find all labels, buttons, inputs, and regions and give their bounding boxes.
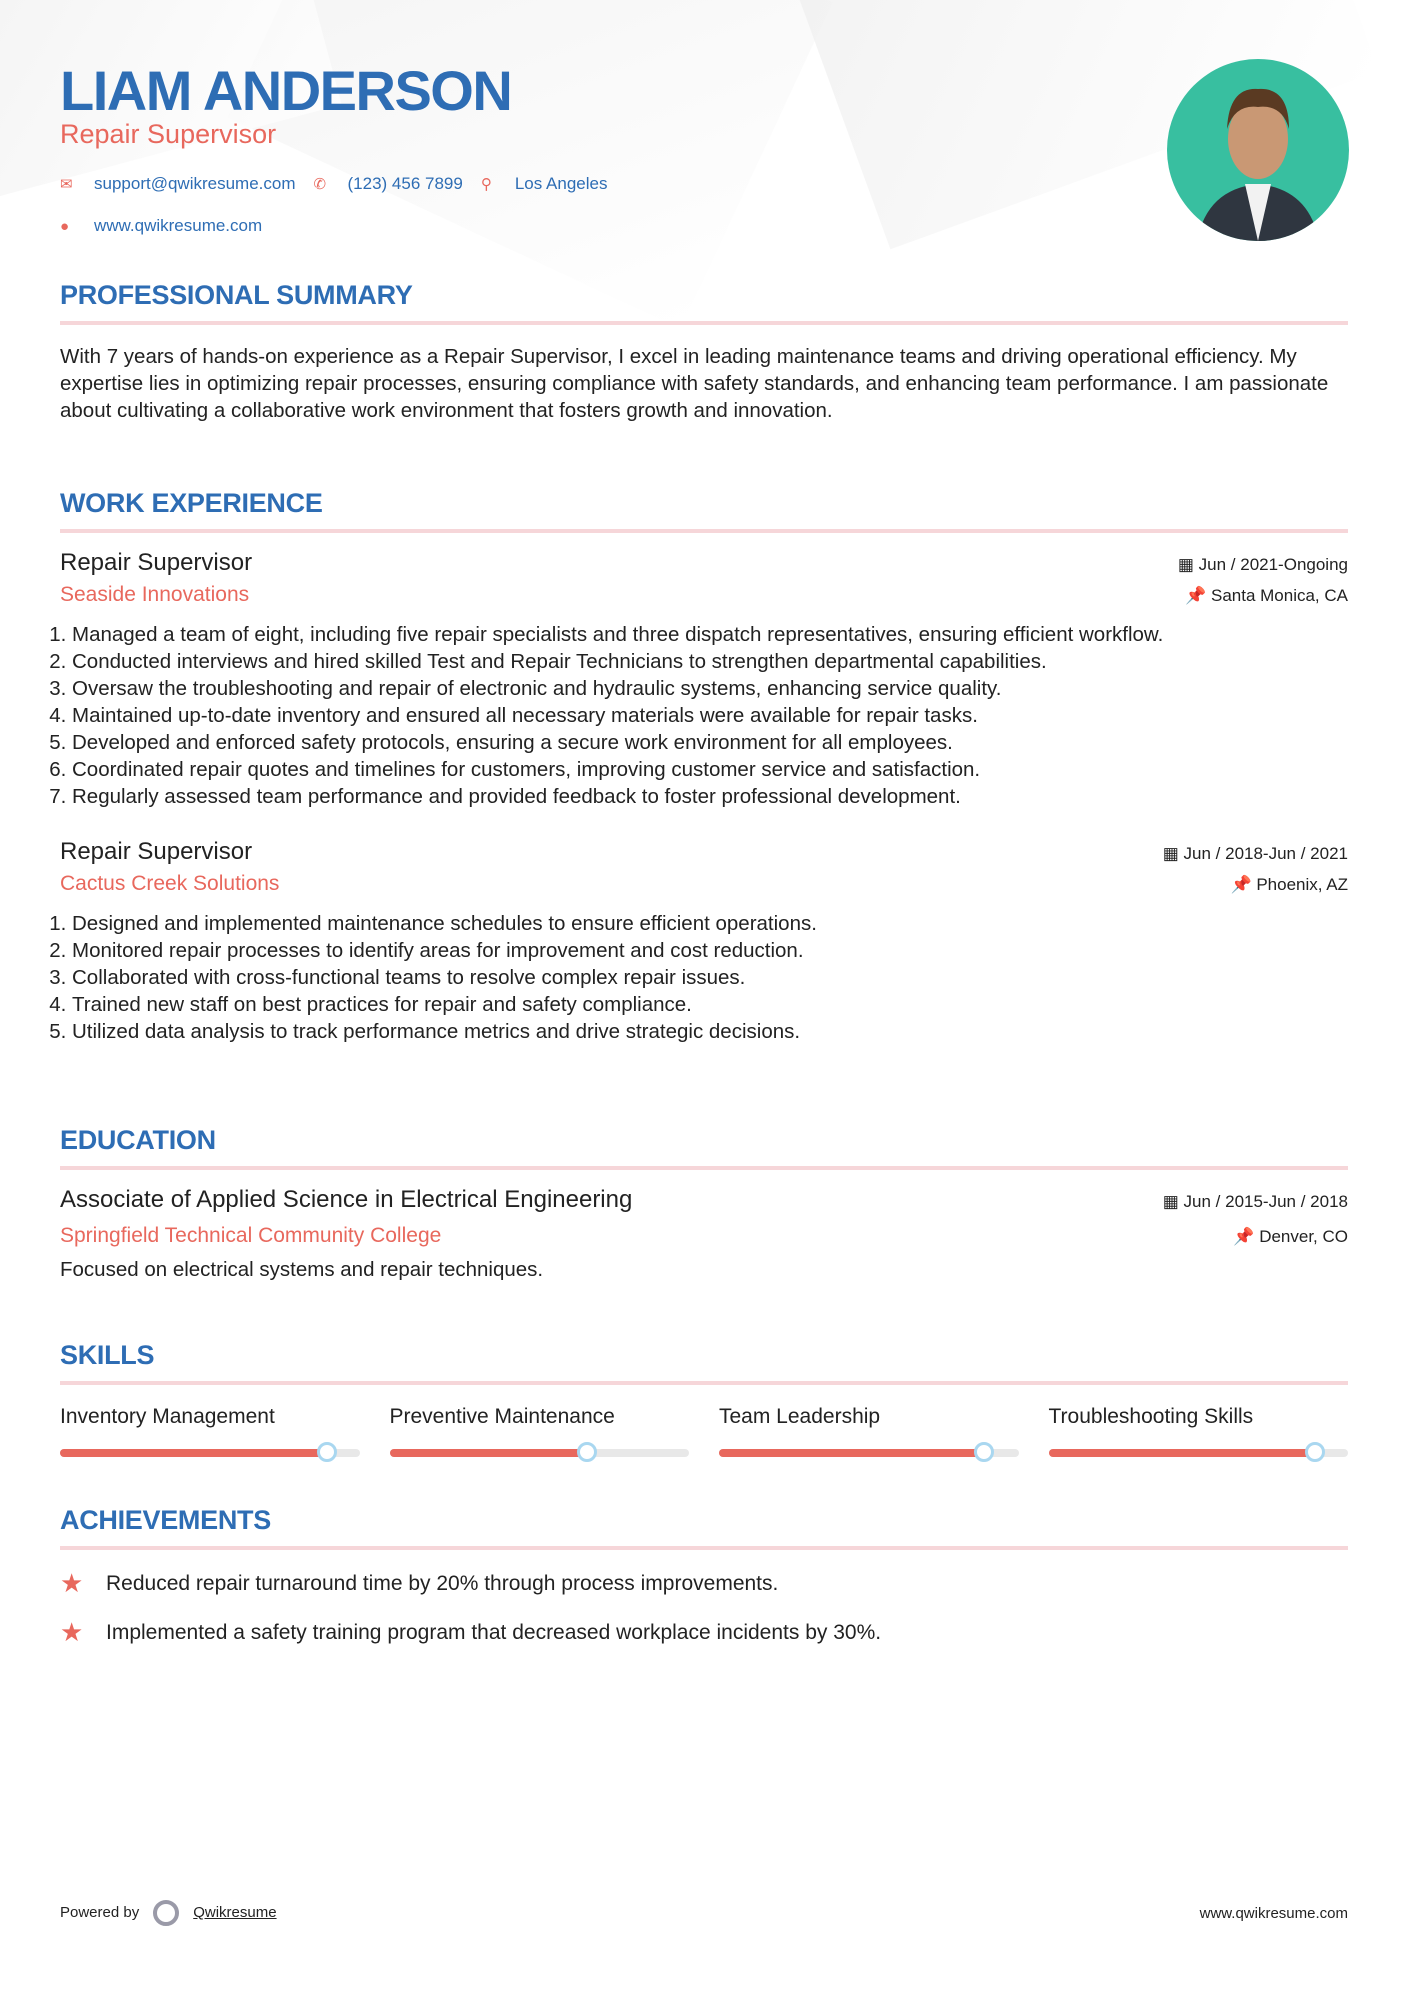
list-item: 3. Collaborated with cross-functional teams to resolve complex repair issues.: [72, 964, 1348, 991]
list-item: 5. Utilized data analysis to track performance metrics and drive strategic decisions.: [72, 1018, 1348, 1045]
globe-icon: ●: [60, 217, 70, 235]
job-entry: [60, 838, 1348, 1045]
education-location: Denver, CO: [1259, 1227, 1348, 1246]
list-item: 5. Developed and enforced safety protocols, ensuring a secure work environment for all employees.: [72, 729, 1348, 756]
experience-section: [60, 488, 1348, 1045]
achievement-text: Reduced repair turnaround time by 20% through process improvements.: [106, 1571, 779, 1595]
divider: [60, 1546, 1348, 1550]
skill-item: [60, 1405, 360, 1457]
phone-text: (123) 456 7899: [347, 174, 463, 193]
website-row: [60, 216, 262, 236]
skill-level-knob: [974, 1442, 994, 1462]
school-name: Springfield Technical Community College: [60, 1224, 442, 1247]
skill-level-fill: [719, 1449, 984, 1457]
company-name: Seaside Innovations: [60, 583, 250, 606]
skill-name: Inventory Management: [60, 1405, 275, 1428]
job-title: Repair Supervisor: [60, 838, 253, 865]
section-heading: PROFESSIONAL SUMMARY: [60, 280, 413, 310]
powered-by-label: Powered by: [60, 1903, 140, 1921]
calendar-icon: ▦: [1162, 844, 1184, 863]
calendar-icon: ▦: [1162, 1192, 1184, 1211]
brand-link[interactable]: Qwikresume: [193, 1903, 277, 1921]
job-title: Repair Supervisor: [60, 549, 253, 576]
section-heading: EDUCATION: [60, 1125, 216, 1155]
footer: [60, 1900, 1348, 1926]
achievements-section: [60, 1505, 1348, 1648]
list-item: 4. Maintained up-to-date inventory and ensured all necessary materials were available for repair tasks.: [72, 702, 1348, 729]
job-bullets: [54, 621, 1348, 810]
skill-item: [390, 1405, 690, 1457]
qwikresume-logo-icon: [153, 1900, 179, 1926]
list-item: 7. Regularly assessed team performance and provided feedback to foster professional development.: [72, 783, 1348, 810]
section-heading: ACHIEVEMENTS: [60, 1505, 271, 1535]
skill-level-bar: [1049, 1449, 1349, 1457]
star-icon: ★: [60, 1617, 84, 1647]
list-item: 2. Conducted interviews and hired skilled Test and Repair Technicians to strengthen departmental capabilities.: [72, 648, 1348, 675]
skill-level-bar: [390, 1449, 690, 1457]
skill-name: Team Leadership: [719, 1405, 881, 1428]
location-pin-icon: ⚲: [480, 176, 492, 193]
pin-icon: 📌: [1185, 586, 1211, 605]
skill-item: [1049, 1405, 1349, 1457]
pin-icon: 📌: [1230, 875, 1257, 894]
skill-level-fill: [60, 1449, 327, 1457]
footer-website-link[interactable]: www.qwikresume.com: [1199, 1904, 1348, 1922]
job-dates: Jun / 2018-Jun / 2021: [1183, 844, 1348, 863]
website-link[interactable]: www.qwikresume.com: [94, 216, 263, 235]
divider: [60, 321, 1348, 325]
contact-row: [60, 174, 607, 194]
summary-section: [60, 280, 1348, 424]
email-link[interactable]: support@qwikresume.com: [94, 174, 296, 193]
skill-level-fill: [390, 1449, 588, 1457]
calendar-icon: ▦: [1177, 555, 1199, 574]
skill-level-knob: [317, 1442, 337, 1462]
star-icon: ★: [60, 1568, 84, 1598]
degree: Associate of Applied Science in Electrical Engineering: [60, 1186, 633, 1213]
divider: [60, 529, 1348, 533]
job-dates: Jun / 2021-Ongoing: [1198, 555, 1348, 574]
job-bullets: [54, 910, 1348, 1045]
skill-level-knob: [577, 1442, 597, 1462]
list-item: 1. Managed a team of eight, including five repair specialists and three dispatch representatives, ensuring efficient workflow.: [72, 621, 1348, 648]
divider: [60, 1166, 1348, 1170]
phone-icon: ✆: [313, 176, 327, 193]
job-location: Santa Monica, CA: [1210, 586, 1348, 605]
skill-level-bar: [60, 1449, 360, 1457]
section-heading: WORK EXPERIENCE: [60, 488, 323, 518]
list-item: 6. Coordinated repair quotes and timelines for customers, improving customer service and satisfaction.: [72, 756, 1348, 783]
pin-icon: 📌: [1233, 1227, 1260, 1246]
skill-level-knob: [1305, 1442, 1325, 1462]
company-name: Cactus Creek Solutions: [60, 872, 280, 895]
education-dates: Jun / 2015-Jun / 2018: [1183, 1192, 1348, 1211]
skill-name: Troubleshooting Skills: [1048, 1405, 1254, 1428]
education-description: Focused on electrical systems and repair techniques.: [60, 1258, 544, 1281]
achievement-item: [60, 1617, 1348, 1648]
skill-name: Preventive Maintenance: [389, 1405, 615, 1428]
divider: [60, 1381, 1348, 1385]
job-location: Phoenix, AZ: [1256, 875, 1348, 894]
profile-photo: [1167, 59, 1349, 241]
location-text: Los Angeles: [514, 174, 608, 193]
skills-section: [60, 1340, 1348, 1457]
section-heading: SKILLS: [60, 1340, 155, 1370]
candidate-title: Repair Supervisor: [60, 119, 277, 149]
list-item: 4. Trained new staff on best practices for repair and safety compliance.: [72, 991, 1348, 1018]
achievement-text: Implemented a safety training program that decreased workplace incidents by 30%.: [106, 1620, 882, 1644]
list-item: 1. Designed and implemented maintenance schedules to ensure efficient operations.: [72, 910, 1348, 937]
education-section: [60, 1125, 1348, 1283]
summary-text: With 7 years of hands-on experience as a Repair Supervisor, I excel in leading maintenance teams and driving operational efficiency. My expertise lies in optimizing repair processes, ensuring compliance with safety standards, and enhancing team performance. I am passionate about cultivating a collaborative work environment that fosters growth and innovation.: [60, 345, 1329, 422]
achievement-item: [60, 1568, 1348, 1599]
candidate-name: LIAM ANDERSON: [60, 59, 512, 122]
job-entry: [60, 549, 1348, 810]
skill-level-bar: [719, 1449, 1019, 1457]
list-item: 3. Oversaw the troubleshooting and repair of electronic and hydraulic systems, enhancing service quality.: [72, 675, 1348, 702]
email-icon: ✉: [60, 176, 73, 193]
list-item: 2. Monitored repair processes to identify areas for improvement and cost reduction.: [72, 937, 1348, 964]
skill-level-fill: [1049, 1449, 1316, 1457]
skill-item: [719, 1405, 1019, 1457]
